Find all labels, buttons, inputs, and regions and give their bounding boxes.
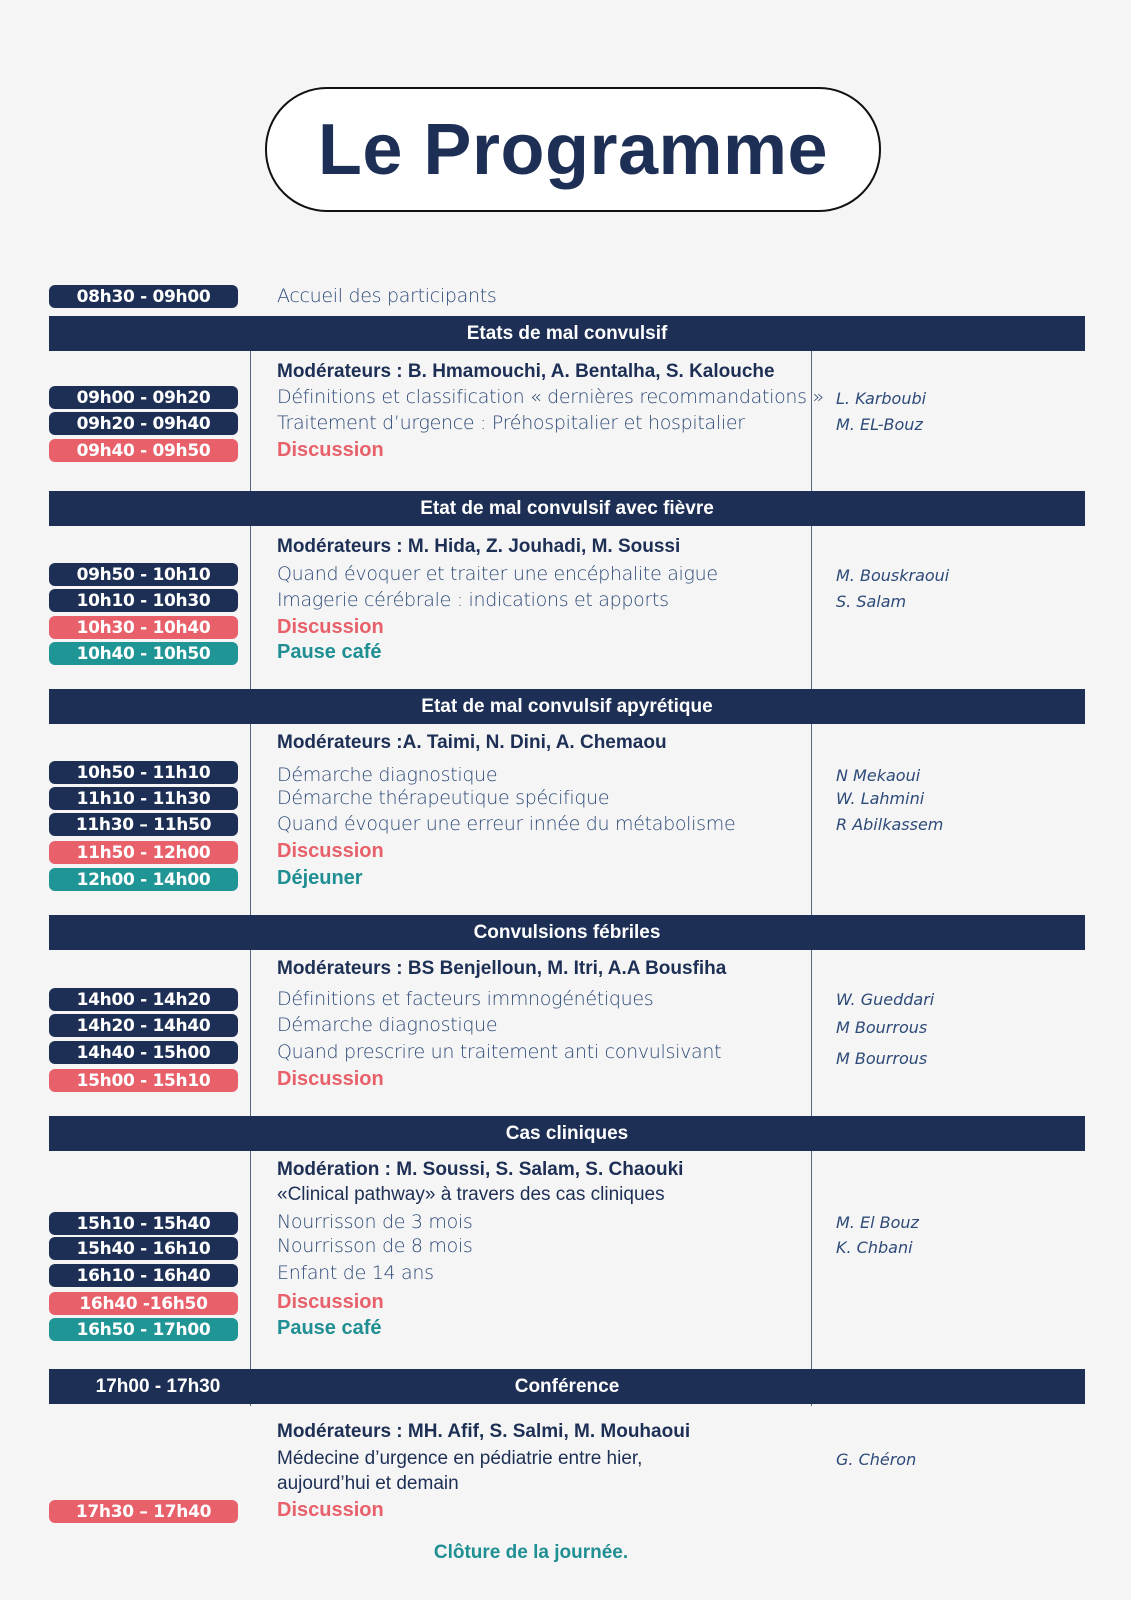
discussion-label: Discussion (277, 1291, 384, 1313)
column-divider (250, 724, 251, 915)
moderators: Modérateurs : B. Hmamouchi, A. Bentalha, S. Kalouche (277, 361, 775, 382)
time-badge: 14h40 - 15h00 (49, 1041, 238, 1064)
talk-title: Traitement d’urgence : Préhospitalier et hospitalier (277, 412, 745, 434)
speaker: S. Salam (836, 592, 907, 611)
time-badge: 09h20 - 09h40 (49, 412, 238, 435)
time-badge: 10h50 - 11h10 (49, 761, 238, 784)
talk-title: Imagerie cérébrale : indications et apports (277, 589, 669, 611)
session-title: Convulsions fébriles (473, 921, 661, 943)
speaker: M. EL-Bouz (836, 415, 923, 434)
session-title: Cas cliniques (505, 1122, 629, 1144)
session-title: Conférence (514, 1375, 620, 1397)
discussion-label: Discussion (277, 840, 384, 862)
time-badge: 16h10 - 16h40 (49, 1264, 238, 1287)
column-divider (811, 526, 812, 689)
session-band (49, 1369, 1085, 1404)
column-divider (811, 724, 812, 915)
session-band (49, 491, 1085, 526)
discussion-label: Discussion (277, 616, 384, 638)
speaker: N Mekaoui (836, 766, 921, 785)
speaker: M Bourrous (836, 1018, 928, 1037)
session-band (49, 1116, 1085, 1151)
speaker: W. Lahmini (836, 789, 925, 808)
accueil-label: Accueil des participants (277, 285, 497, 307)
column-divider (811, 950, 812, 1116)
talk-title: Quand prescrire un traitement anti convulsivant (277, 1041, 722, 1063)
talk-title: Démarche diagnostique (277, 1014, 498, 1036)
time-badge: 14h00 - 14h20 (49, 988, 238, 1011)
time-badge: 11h30 – 11h50 (49, 813, 238, 836)
session-title: Etat de mal convulsif apyrétique (421, 695, 713, 717)
talk-title: Quand évoquer une erreur innée du métabolisme (277, 813, 736, 835)
column-divider (811, 351, 812, 491)
speaker: L. Karboubi (836, 389, 927, 408)
session-title: Etat de mal convulsif avec fièvre (420, 497, 714, 519)
column-divider (250, 1404, 251, 1406)
time-badge: 16h50 - 17h00 (49, 1318, 238, 1341)
speaker: M Bourrous (836, 1049, 928, 1068)
time-badge: 09h00 - 09h20 (49, 386, 238, 409)
discussion-label: Discussion (277, 1499, 384, 1521)
moderators: Modération : M. Soussi, S. Salam, S. Chaouki (277, 1159, 684, 1180)
speaker: M. Bouskraoui (836, 566, 950, 585)
session-subtitle: «Clinical pathway» à travers des cas cliniques (277, 1184, 665, 1205)
column-divider (811, 1404, 812, 1406)
speaker: R Abilkassem (836, 815, 944, 834)
time-badge: 10h40 - 10h50 (49, 642, 238, 665)
talk-title: Démarche diagnostique (277, 764, 498, 786)
band-time: 17h00 - 17h30 (95, 1375, 221, 1397)
time-badge: 11h10 - 11h30 (49, 787, 238, 810)
time-badge: 12h00 - 14h00 (49, 868, 238, 891)
talk-title-line2: aujourd’hui et demain (277, 1473, 459, 1494)
column-divider (250, 1151, 251, 1369)
time-badge: 17h30 – 17h40 (49, 1500, 238, 1523)
talk-title: Enfant de 14 ans (277, 1262, 434, 1284)
time-badge: 11h50 - 12h00 (49, 841, 238, 864)
moderators: Modérateurs : BS Benjelloun, M. Itri, A.A Bousfiha (277, 958, 727, 979)
talk-title: Médecine d’urgence en pédiatrie entre hier, (277, 1448, 643, 1469)
time-badge: 15h40 - 16h10 (49, 1237, 238, 1260)
discussion-label: Discussion (277, 439, 384, 461)
session-title: Etats de mal convulsif (466, 322, 668, 344)
speaker: M. El Bouz (836, 1213, 919, 1232)
time-badge: 09h40 - 09h50 (49, 439, 238, 462)
title-pill (265, 87, 881, 212)
time-badge: 09h50 - 10h10 (49, 563, 238, 586)
page-title: Le Programme (317, 109, 829, 190)
moderators: Modérateurs :A. Taimi, N. Dini, A. Chemaou (277, 732, 667, 753)
speaker: G. Chéron (836, 1450, 917, 1469)
time-badge: 08h30 - 09h00 (49, 285, 238, 308)
column-divider (250, 351, 251, 491)
moderators: Modérateurs : M. Hida, Z. Jouhadi, M. Soussi (277, 536, 681, 557)
pause-label: Pause café (277, 1317, 382, 1339)
time-badge: 16h40 -16h50 (49, 1292, 238, 1315)
talk-title: Quand évoquer et traiter une encéphalite aigue (277, 563, 718, 585)
talk-title: Définitions et facteurs immnogénétiques (277, 988, 654, 1010)
time-badge: 10h30 - 10h40 (49, 616, 238, 639)
talk-title: Démarche thérapeutique spécifique (277, 787, 610, 809)
time-badge: 15h00 - 15h10 (49, 1069, 238, 1092)
talk-title: Nourrisson de 8 mois (277, 1235, 473, 1257)
session-band (49, 915, 1085, 950)
moderators: Modérateurs : MH. Afif, S. Salmi, M. Mouhaoui (277, 1421, 691, 1442)
speaker: K. Chbani (836, 1238, 913, 1257)
closing-text: Clôture de la journée. (433, 1542, 629, 1563)
time-badge: 10h10 - 10h30 (49, 589, 238, 612)
session-band (49, 316, 1085, 351)
column-divider (250, 526, 251, 689)
talk-title: Définitions et classification « dernières recommandations » (277, 386, 824, 408)
lunch-label: Déjeuner (277, 867, 363, 889)
speaker: W. Gueddari (836, 990, 935, 1009)
session-band (49, 689, 1085, 724)
time-badge: 14h20 - 14h40 (49, 1014, 238, 1037)
column-divider (811, 1151, 812, 1369)
talk-title: Nourrisson de 3 mois (277, 1211, 473, 1233)
time-badge: 15h10 - 15h40 (49, 1212, 238, 1235)
pause-label: Pause café (277, 641, 382, 663)
column-divider (250, 950, 251, 1116)
discussion-label: Discussion (277, 1068, 384, 1090)
